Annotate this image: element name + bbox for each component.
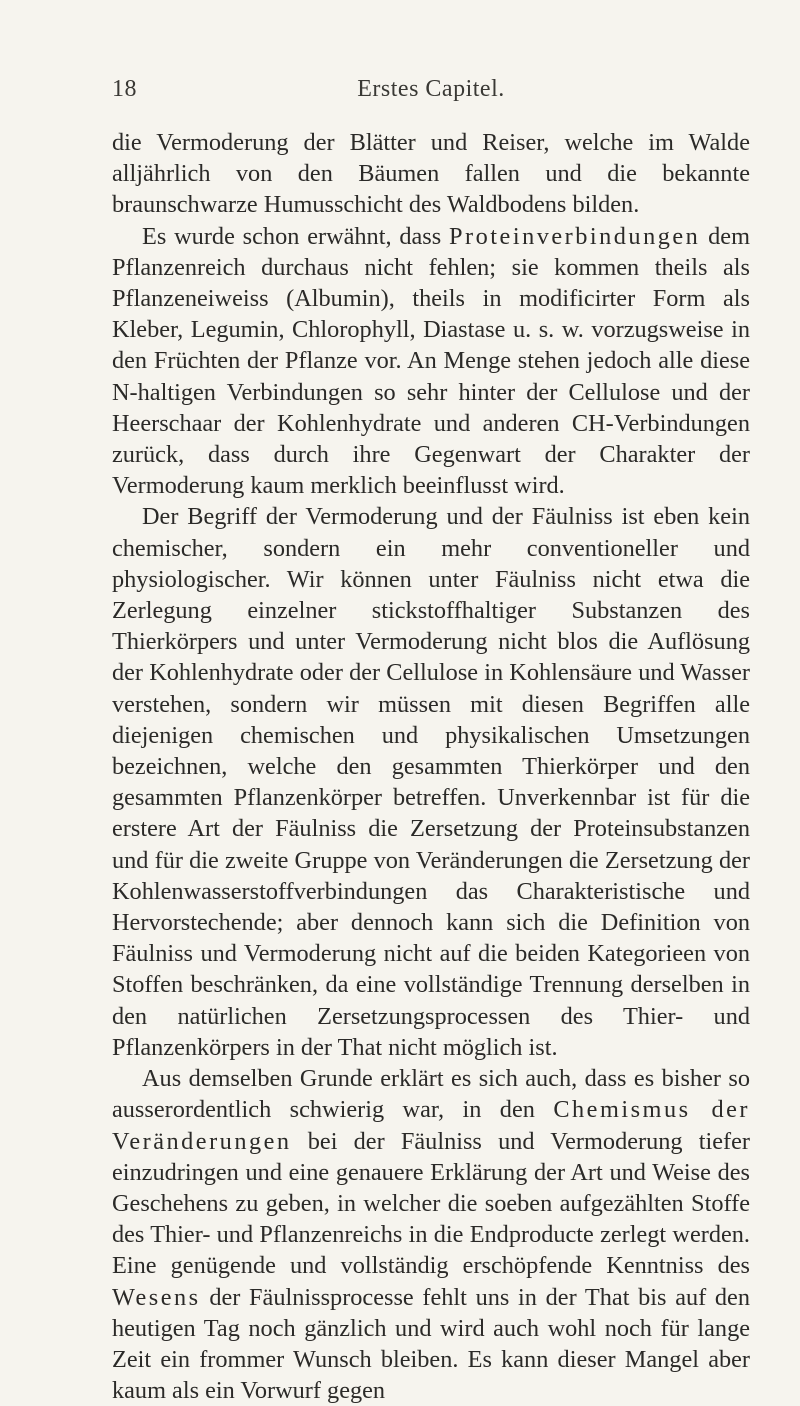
- page-header: [112, 76, 750, 106]
- paragraph: [112, 1063, 750, 1406]
- page-number: 18: [112, 76, 137, 102]
- paragraph-text: Aus demselben Grunde erklärt es sich auch, dass es bisher so ausserordentlich schwierig war, in den: [112, 1065, 750, 1124]
- paragraph: [112, 501, 750, 1063]
- paragraph-text: die Vermoderung der Blätter und Reiser, welche im Walde alljährlich von den Bäumen fallen und die bekannte braunschwarze Humusschicht des Waldbodens bilden.: [112, 129, 750, 219]
- paragraph-text: Es wurde schon erwähnt, dass: [142, 222, 450, 250]
- paragraph-text: dem Pflanzenreich durchaus nicht fehlen; sie kommen theils als Pflanzeneiweiss (Albumin), theils in modificirter Form als Kleber, Legumin, Chlorophyll, Diastase u. s. w. vorzugsweise in den Früchten der Pflanze vor. An Menge stehen jedoch alle diese N-haltigen Verbindungen so sehr hinter der Cellulose und der Heerschaar der Kohlenhydrate und anderen CH-Verbindungen zurück, dass durch ihre Gegenwart der Charakter der Vermoderung kaum merklich beeinflusst wird.: [112, 222, 750, 500]
- paragraph: [112, 221, 750, 502]
- emphasized-term: Chemismus der Veränderungen: [112, 1096, 751, 1155]
- paragraph-text: bei der Fäulniss und Vermoderung tiefer einzudringen und eine genauere Erklärung der Art und Weise des Geschehens zu geben, in welcher die soeben aufgezählten Stoffe des Thier- und Pflanzenreichs in die Endproducte zerlegt werden. Eine genügende und vollständig erschöpfende Kenntniss des: [112, 1127, 750, 1280]
- paragraph-text: Der Begriff der Vermoderung und der Fäulniss ist eben kein chemischer, sondern ein mehr conventioneller und physiologischer. Wir können unter Fäulniss nicht etwa die Zerlegung einzelner stickstoffhaltiger Substanzen des Thierkörpers und unter Vermoderung nicht blos die Auflösung der Kohlenhydrate oder der Cellulose in Kohlensäure und Wasser verstehen, sondern wir müssen mit diesen Begriffen alle diejenigen chemischen und physikalischen Umsetzungen bezeichnen, welche den gesammten Thierkörper und den gesammten Pflanzenkörper betreffen. Unverkennbar ist für die erstere Art der Fäulniss die Zersetzung der Proteinsubstanzen und für die zweite Gruppe von Veränderungen die Zersetzung der Kohlenwasserstoffverbindungen das Charakteristische und Hervorstechende; aber dennoch kann sich die Definition von Fäulniss und Vermoderung nicht auf die beiden Kategorieen von Stoffen beschränken, da eine vollständige Trennung derselben in den natürlichen Zersetzungsprocessen des Thier- und Pflanzenkörpers in der That nicht möglich ist.: [112, 503, 750, 1061]
- paragraph-text: der Fäulnissprocesse fehlt uns in der That bis auf den heutigen Tag noch gänzlich und wird auch wohl noch für lange Zeit ein frommer Wunsch bleiben. Es kann dieser Mangel aber kaum als ein Vorwurf gegen: [112, 1283, 750, 1405]
- emphasized-term: Wesens: [112, 1283, 201, 1311]
- emphasized-term: Proteinverbindungen: [449, 222, 701, 250]
- paragraph: [112, 127, 750, 221]
- running-title: Erstes Capitel.: [357, 76, 505, 102]
- body-text: [112, 127, 750, 1406]
